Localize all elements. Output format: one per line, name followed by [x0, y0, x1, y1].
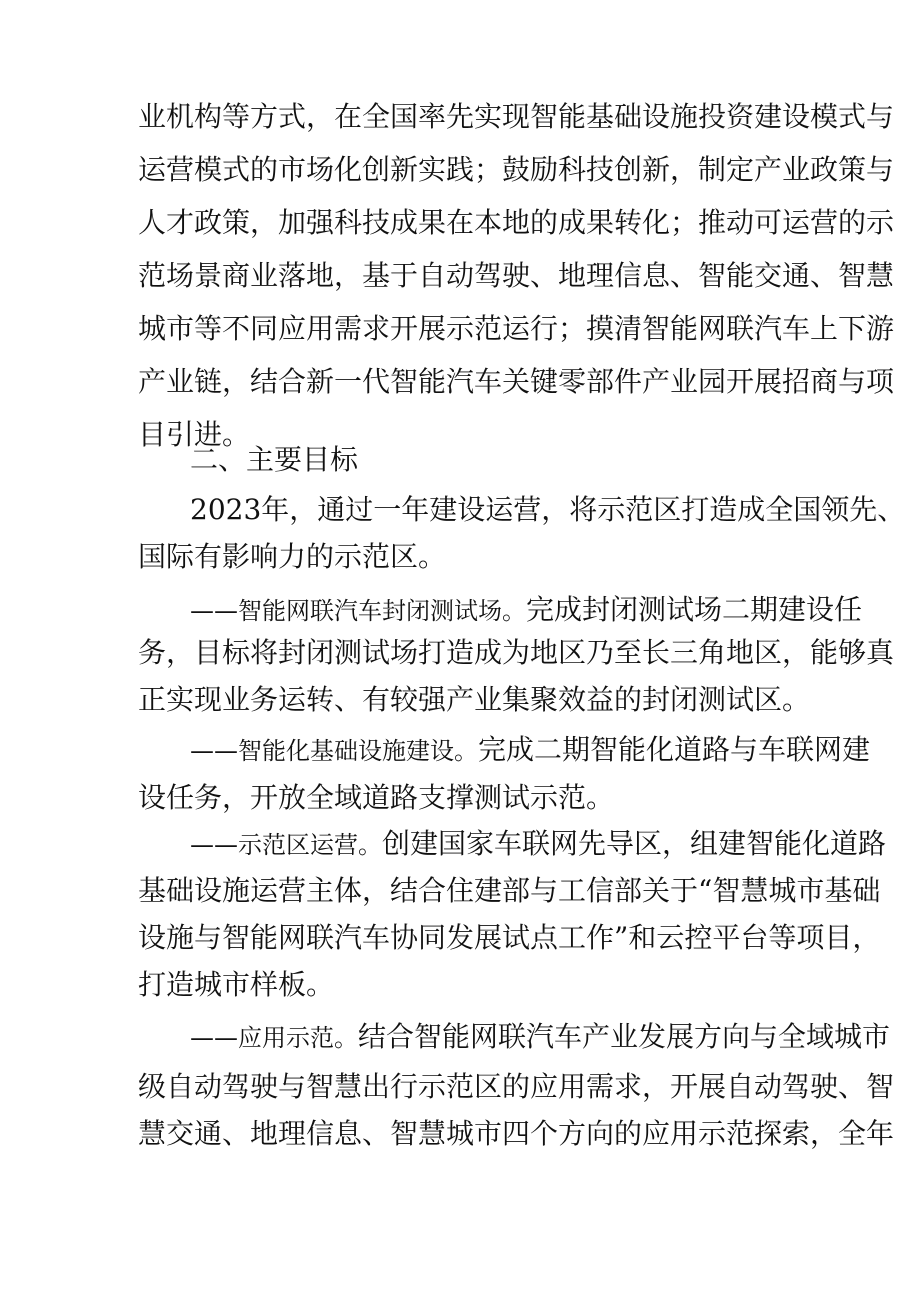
- paragraph-line: 范场景商业落地，基于自动驾驶、地理信息、智能交通、智慧: [138, 259, 895, 292]
- goal-item-title: ——应用示范。: [190, 1024, 358, 1052]
- paragraph-line: 人才政策，加强科技成果在本地的成果转化；推动可运营的示: [138, 206, 895, 239]
- paragraph-line: 业机构等方式，在全国率先实现智能基础设施投资建设模式与: [138, 100, 895, 133]
- paragraph-line: 设施与智能网联汽车协同发展试点工作”和云控平台等项目，: [138, 921, 881, 954]
- paragraph-line: 正实现业务运转、有较强产业集聚效益的封闭测试区。: [138, 683, 811, 716]
- goal-item-title: ——智能化基础设施建设。: [190, 737, 478, 765]
- paragraph-line: 基础设施运营主体，结合住建部与工信部关于“智慧城市基础: [138, 874, 881, 907]
- goal-item-text: 结合智能网联汽车产业发展方向与全域城市: [358, 1020, 891, 1053]
- goal-item-first-line: [190, 733, 870, 768]
- paragraph-line: 产业链，结合新一代智能汽车关键零部件产业园开展招商与项: [138, 365, 895, 398]
- goal-item-first-line: [190, 593, 862, 628]
- paragraph-line: 打造城市样板。: [138, 968, 335, 1001]
- paragraph-line: 目引进。: [138, 418, 251, 451]
- goal-item-first-line: [190, 1020, 890, 1055]
- paragraph-line: 2023年，通过一年建设运营，将示范区打造成全国领先、: [190, 493, 906, 526]
- paragraph-line: 国际有影响力的示范区。: [138, 540, 447, 573]
- goal-item-title: ——智能网联汽车封闭测试场。: [190, 597, 526, 625]
- paragraph-line: 设任务，开放全域道路支撑测试示范。: [138, 781, 615, 814]
- paragraph-line: 运营模式的市场化创新实践；鼓励科技创新，制定产业政策与: [138, 153, 895, 186]
- paragraph-line: 级自动驾驶与智慧出行示范区的应用需求，开展自动驾驶、智: [138, 1070, 895, 1103]
- goal-item-text: 创建国家车联网先导区，组建智能化道路: [382, 827, 887, 860]
- paragraph-line: 务，目标将封闭测试场打造成为地区乃至长三角地区，能够真: [138, 636, 895, 669]
- paragraph-line: 城市等不同应用需求开展示范运行；摸清智能网联汽车上下游: [138, 312, 895, 345]
- paragraph-line: 慧交通、地理信息、智慧城市四个方向的应用示范探索，全年: [138, 1117, 895, 1150]
- section-heading: 二、主要目标: [190, 443, 359, 476]
- goal-item-title: ——示范区运营。: [190, 831, 382, 859]
- goal-item-text: 完成封闭测试场二期建设任: [526, 593, 863, 626]
- goal-item-text: 完成二期智能化道路与车联网建: [478, 733, 871, 766]
- goal-item-first-line: [190, 827, 886, 862]
